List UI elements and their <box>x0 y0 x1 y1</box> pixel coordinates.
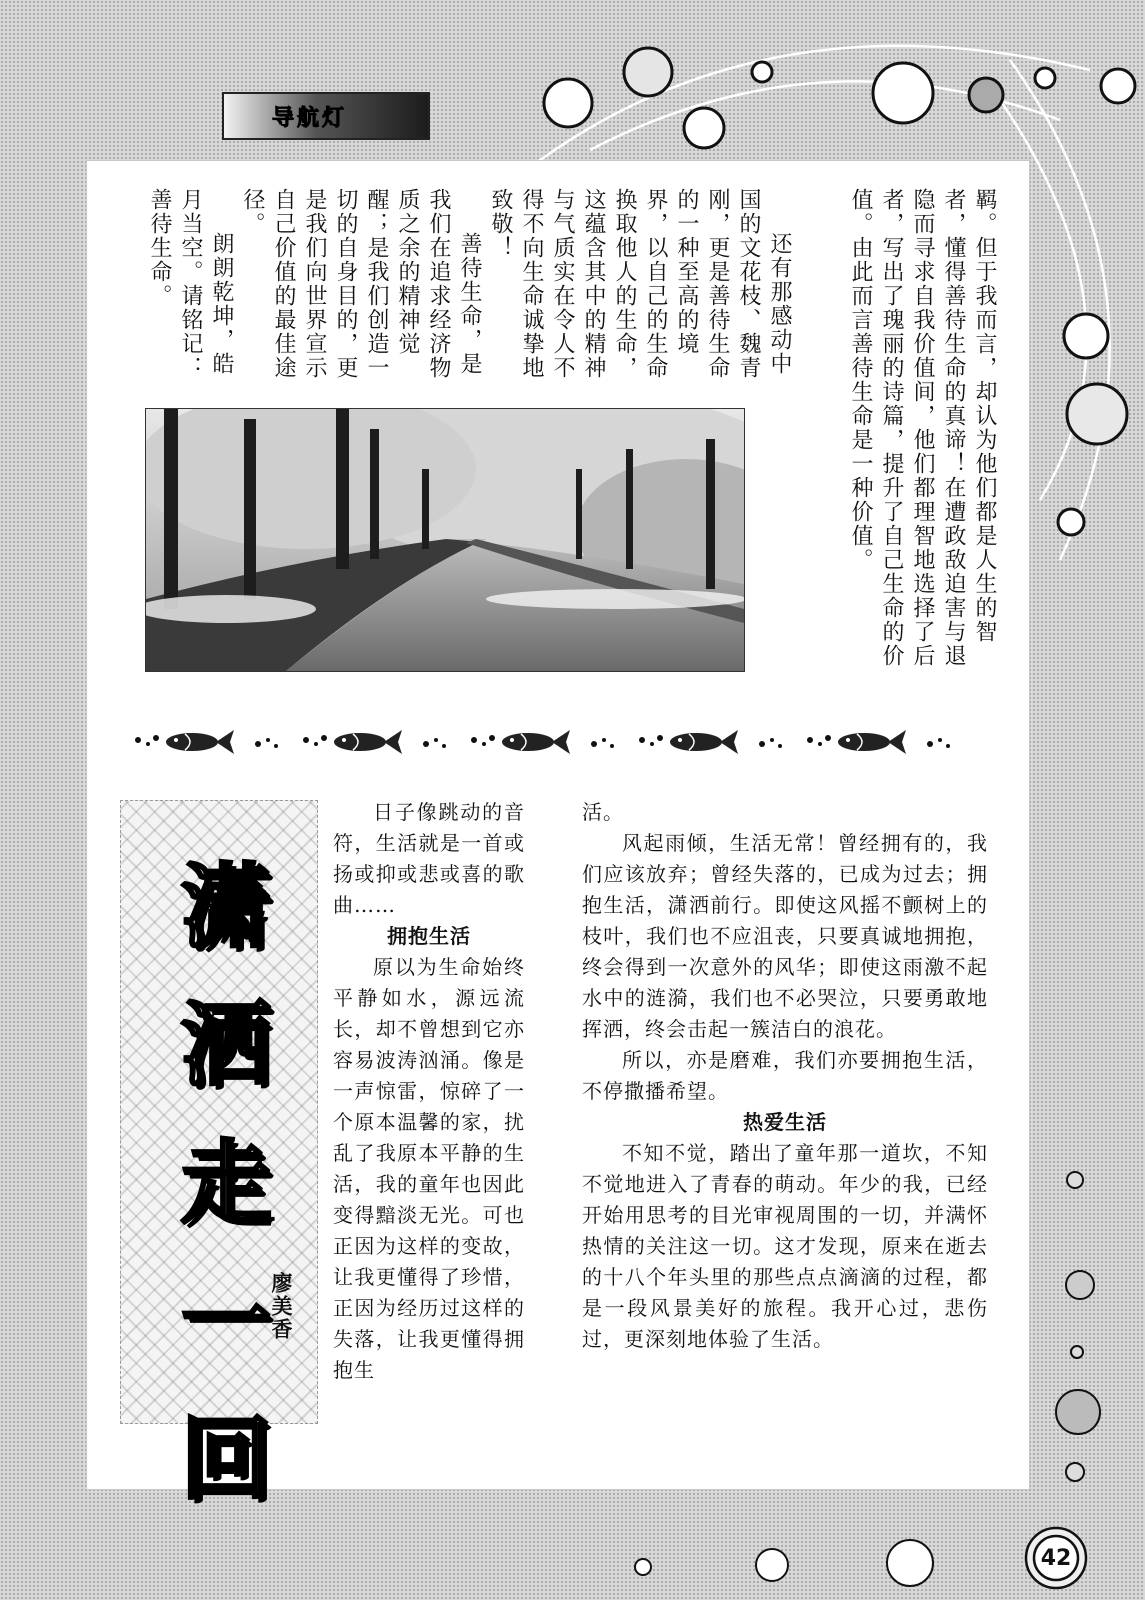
bubble-circle-icon <box>1035 68 1055 88</box>
upper-essay-right <box>830 188 1000 676</box>
essay-title-char: 走 <box>181 1131 271 1236</box>
bubble-circle-icon <box>1067 384 1127 444</box>
bubble-circle-icon <box>873 63 933 123</box>
section-label: 导航灯 <box>272 105 348 131</box>
bubble-circle-icon <box>624 48 672 96</box>
bubble-circle-icon <box>752 62 772 82</box>
body-paragraph: 日子像跳动的音符，生活就是一首或扬或抑或悲或喜的歌曲…… <box>333 800 525 917</box>
body-paragraph: 所以，亦是磨难，我们亦要拥抱生活，不停撒播希望。 <box>582 1048 988 1103</box>
bubble-circle-icon <box>969 78 1003 112</box>
essay-title-char: 一 <box>181 1269 271 1374</box>
essay-title-char: 洒 <box>181 993 271 1098</box>
upper-paragraph-4: 朗朗乾坤，皓月当空。请铭记：善待生命。 <box>147 188 234 380</box>
bubble-circle-icon <box>684 108 724 148</box>
upper-paragraph-1: 羁。但于我而言，却认为他们都是人生的智者，懂得善待生命的真谛！在遭政敌迫害与退隐而寻求自我价值间，他们都理智地选择了后者，写出了瑰丽的诗篇，提升了自己生命的价值。由此而言善待生命是一种价值。 <box>848 188 997 668</box>
section-heading: 热爱生活 <box>743 1110 827 1134</box>
body-paragraph: 不知不觉，踏出了童年那一道坎，不知不觉地进入了青春的萌动。年少的我，已经开始用思考的目光审视周围的一切，并满怀热情的关注这一切。这才发现，原来在逝去的十八个年头里的那些点点滴滴的过程，都是一段风景美好的旅程。我开心过，悲伤过，更深刻地体验了生活。 <box>582 1141 988 1351</box>
tree-lined-road-photo <box>145 408 745 672</box>
body-paragraph: 活。 <box>582 800 624 824</box>
essay-title <box>161 839 291 1529</box>
bubble-circle-icon <box>1101 69 1135 103</box>
section-heading: 拥抱生活 <box>387 924 471 948</box>
essay-title-char: 回 <box>181 1407 271 1512</box>
upper-essay-left <box>147 188 795 398</box>
section-banner <box>222 92 430 140</box>
bubble-circle-icon <box>1064 314 1108 358</box>
body-paragraph: 风起雨倾，生活无常！曾经拥有的，我们应该放弃；曾经失落的，已成为过去；拥抱生活，潇洒前行。即使这风摇不颤树上的枝叶，我们也不应沮丧，只要真诚地拥抱，终会得到一次意外的风华；即使这雨激不起水中的涟漪，我们也不必哭泣，只要勇敢地挥洒，终会击起一簇洁白的浪花。 <box>582 831 988 1041</box>
bubble-circle-icon <box>1058 509 1084 535</box>
upper-paragraph-3: 善待生命，是我们在追求经济物质之余的精神觉醒；是我们创造一切的自身目的，更是我们向世界宣示自己价值的最佳途径。 <box>240 188 482 380</box>
lower-column-1 <box>333 797 525 1386</box>
essay-author: 廖美香 <box>269 1272 293 1341</box>
essay-title-char: 潇 <box>181 855 271 960</box>
page-number: 42 <box>1040 1545 1072 1571</box>
body-paragraph: 原以为生命始终平静如水，源远流长，却不曾想到它亦容易波涛汹涌。像是一声惊雷，惊碎了一个原本温馨的家，扰乱了我原本平静的生活，我的童年也因此变得黯淡无光。可也正因为这样的变故，让我更懂得了珍惜，正因为经历过这样的失落，让我更懂得拥抱生 <box>333 955 525 1382</box>
upper-paragraph-2-cont: 还有那感动中国的文花枝、魏青刚，更是善待生命的一种至高的境界，以自己的生命换取他人的生命，这蕴含其中的精神与气质实在令人不得不向生命诚挚地致敬！ <box>488 188 792 380</box>
fish-divider <box>130 722 970 762</box>
lower-column-2 <box>582 797 988 1355</box>
bubble-circle-icon <box>544 79 592 127</box>
fish-icon <box>166 730 234 754</box>
splash-icon <box>135 735 159 746</box>
